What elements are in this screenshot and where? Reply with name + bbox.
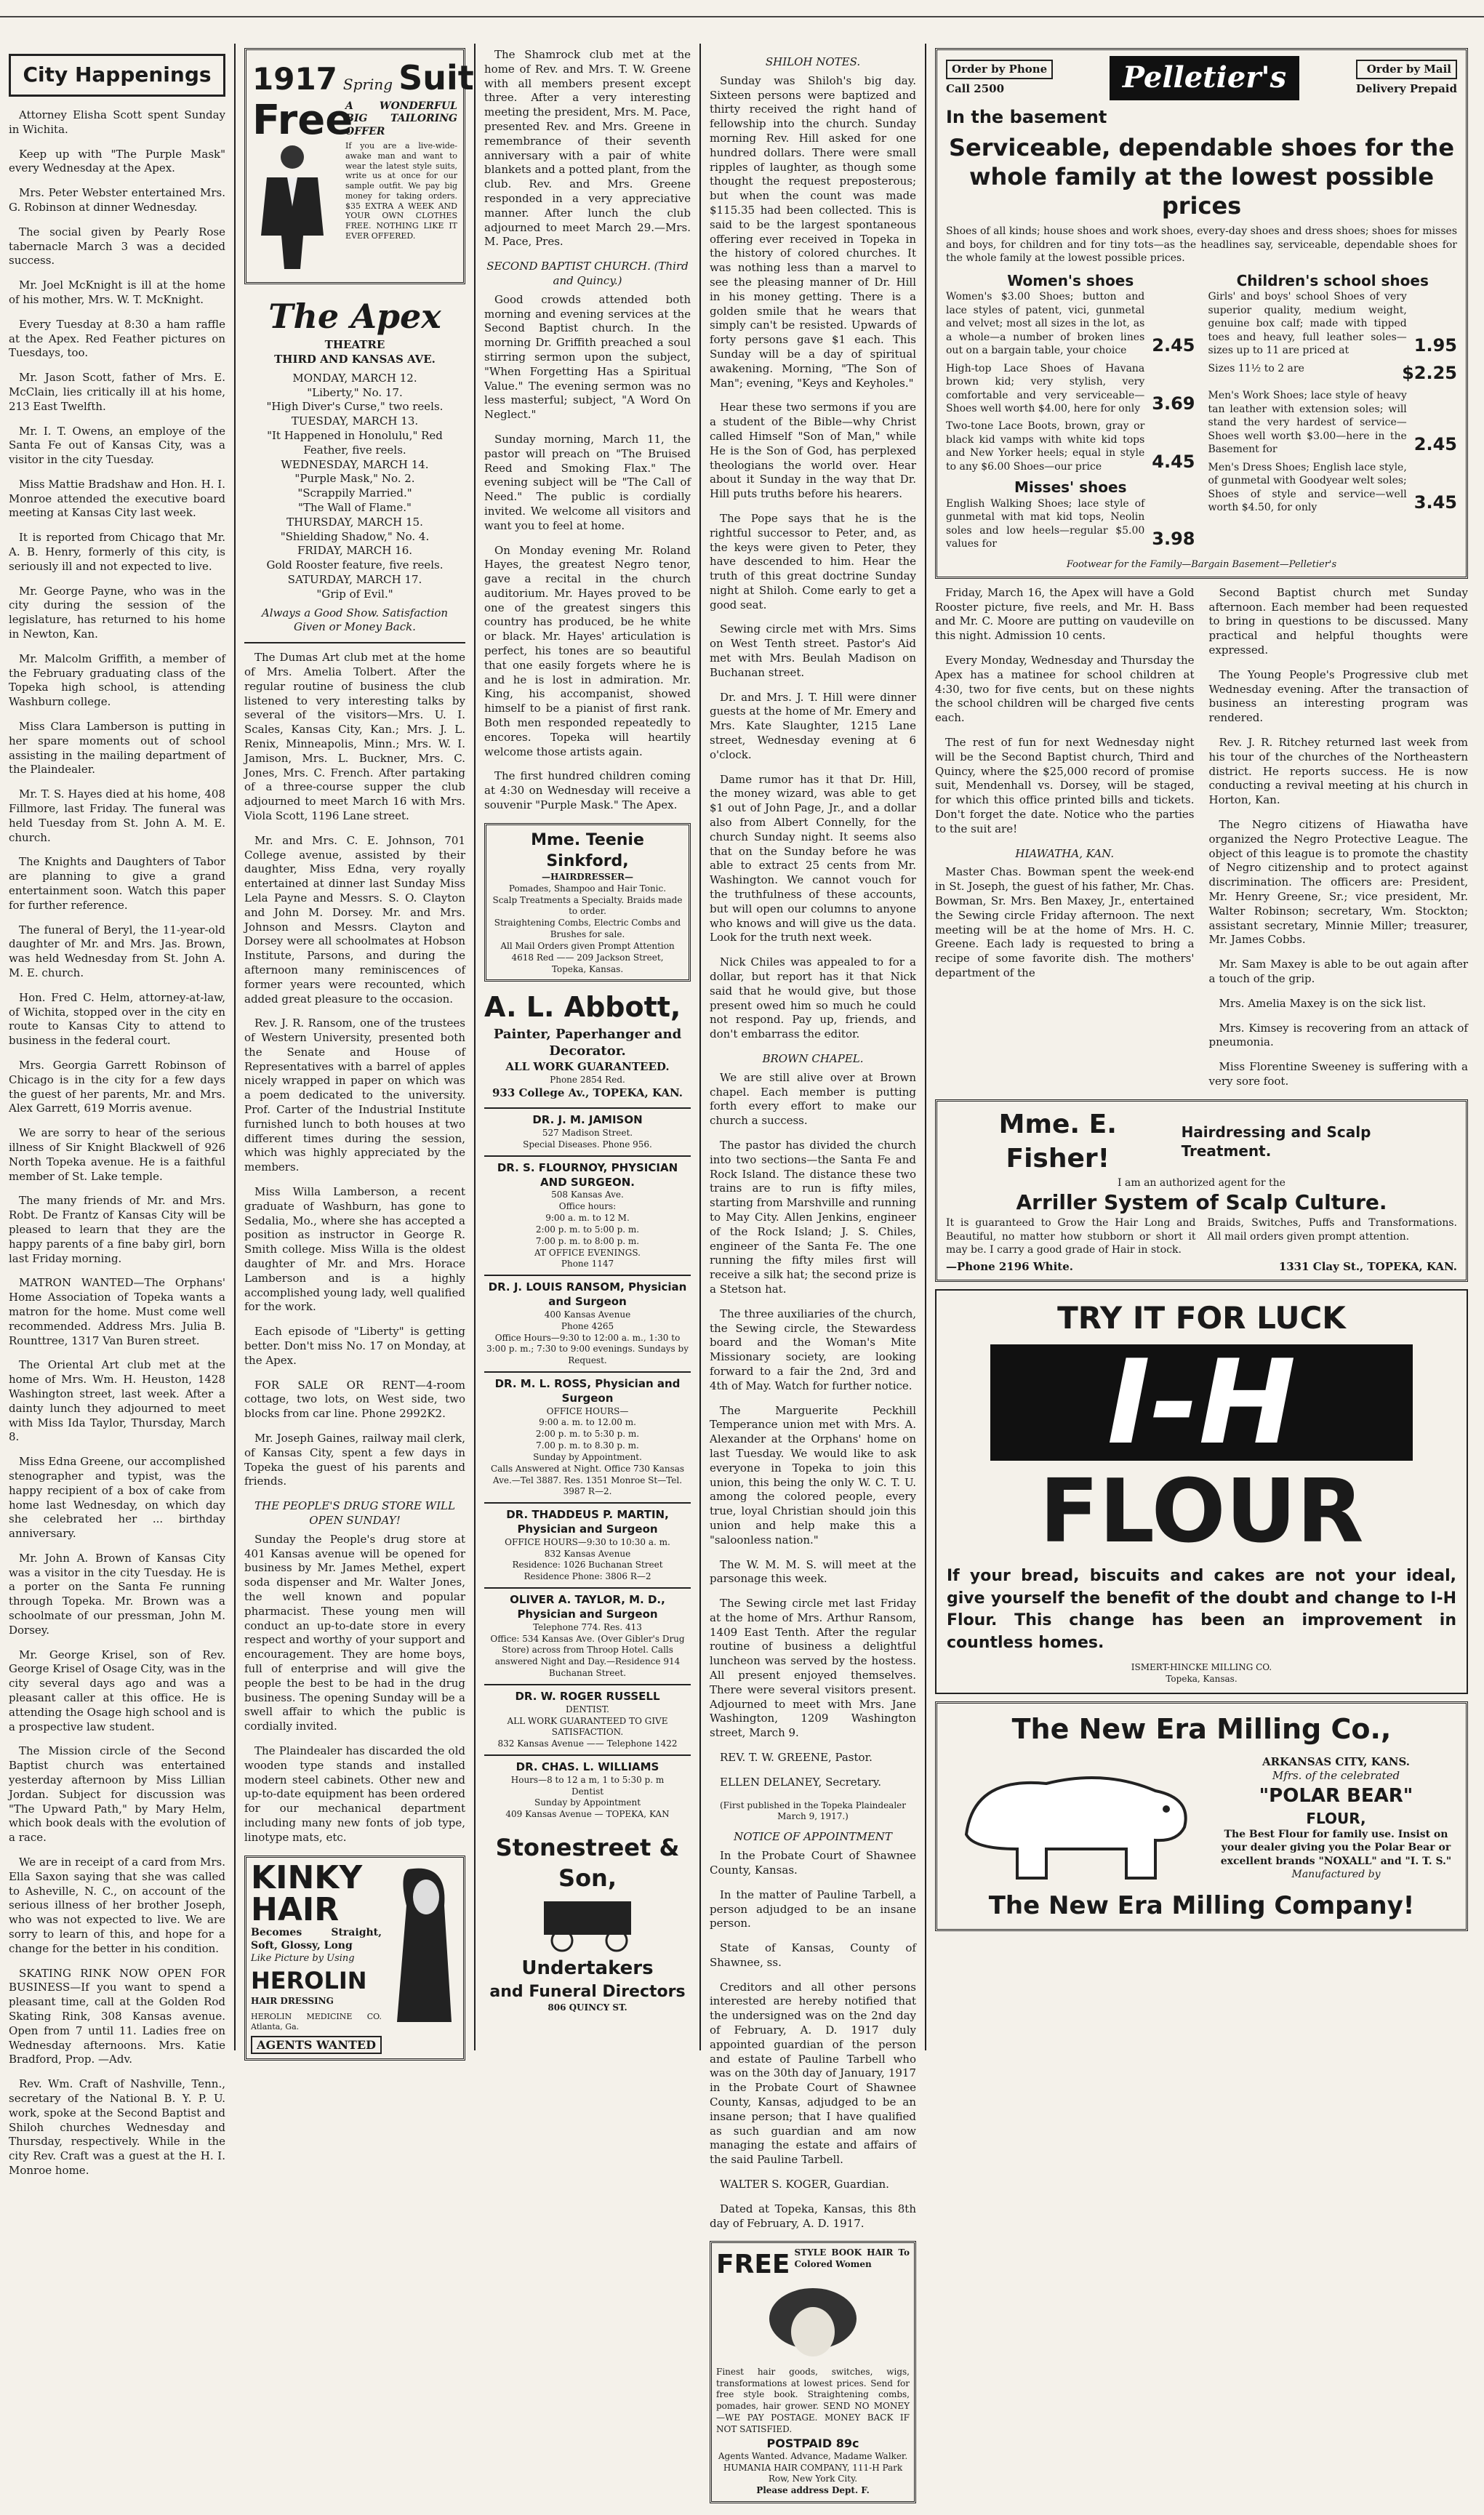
fisher-right: Braids, Switches, Puffs and Transformations. All mail orders given prompt attention. bbox=[1207, 1217, 1457, 1243]
abbott-line1: Painter, Paperhanger and Decorator. bbox=[493, 1026, 682, 1059]
news-item: Miss Florentine Sweeney is suffering with a very sore foot. bbox=[1208, 1060, 1468, 1088]
ih-city: Topeka, Kansas. bbox=[1166, 1673, 1238, 1684]
delivery-prepaid: Delivery Prepaid bbox=[1355, 82, 1457, 96]
news-item: Mr. Joseph Gaines, railway mail clerk, of Kansas City, spent a few days in Topeka the guest of his parents and friends. bbox=[244, 1432, 465, 1488]
apex-ad bbox=[244, 294, 465, 635]
schedule-line: "Purple Mask," No. 2. bbox=[294, 472, 415, 486]
card-line: 2:00 p. m. to 5:00 p. m. bbox=[535, 1224, 640, 1235]
new-era-ad bbox=[935, 1701, 1468, 1932]
misses-shoe-list bbox=[946, 497, 1195, 551]
women-shoe-list bbox=[946, 290, 1195, 473]
card-line: 409 Kansas Avenue — TOPEKA, KAN bbox=[505, 1809, 670, 1820]
news-item: Mr. George Payne, who was in the city during the session of the legislature, has returned to his home in Newton, Kan. bbox=[9, 584, 225, 641]
news-item: Mr. and Mrs. C. E. Johnson, 701 College avenue, assisted by their daughter, Miss Edna, very royally entertained at dinner last Sunday Miss Lela Payne and Messrs. S. O. Clayton and John M. Dorsey. Mr. and Mrs. Johnson and Messrs. Clayton and Dorsey were all schoolmates at Hobson Institute, Parsons, and during the afternoon many reminiscences of former years were recounted, which added great pleasure to the occasion. bbox=[244, 833, 465, 1006]
news-item: On Monday evening Mr. Roland Hayes, the greatest Negro tenor, gave a recital in the church auditorium. Mr. Hayes proved to be one of the greatest singers this country has produced, be he white or black. Mr. Hayes' articulation is perfect, his tones are so beautiful that one easily forgets where he is and he is lost in admiration. Mr. King, his accompanist, showed himself to be a pianist of first rank. Both men responded repeatedly to encores. Topeka will heartily welcome those artists again. bbox=[484, 543, 691, 758]
sinkford-lines bbox=[491, 883, 684, 976]
news-item: Mr. George Krisel, son of Rev. George Krisel of Osage City, was in the city several days ago and was a pleasant caller at this office. He is attending the Osage high school and is a prospective law student. bbox=[9, 1648, 225, 1733]
card-line: AT OFFICE EVENINGS. bbox=[534, 1247, 641, 1258]
hiawatha-heading: HIAWATHA, KAN. bbox=[1015, 846, 1115, 860]
card-line: 508 Kansas Ave. bbox=[551, 1190, 624, 1200]
news-item: We are still alive over at Brown chapel. Each member is putting forth every effort to make our church a success. bbox=[710, 1070, 916, 1128]
schedule-line: MONDAY, MARCH 12. bbox=[292, 371, 417, 385]
new-era-flour: FLOUR, bbox=[1306, 1809, 1366, 1827]
news-item: Hear these two sermons if you are a student of the Bible—why Christ called Himself "Son of Man," while He is the Son of God, has perplexed theologians the world over. Hear about it Sunday in the way that Dr. Hill puts truths before his hearers. bbox=[710, 401, 916, 501]
news-item: Second Baptist church met Sunday afternoon. Each member had been requested to bring in questions to be discussed. Many practical and helpful thoughts were expressed. bbox=[1208, 585, 1468, 657]
kinky-line2: Like Picture by Using bbox=[251, 1953, 355, 1965]
column-two bbox=[236, 44, 474, 2072]
shoe-description: Sizes 11½ to 2 are bbox=[1208, 362, 1304, 374]
news-item: Rev. J. R. Ransom, one of the trustees of Western University, presented both the Senate and House of Representatives with a barrel of apples nicely wrapped in paper on which was a poem dedicated to the university. Prof. Carter of the Industrial Institute furnished lunch to both houses at two different times during the session, which was highly appreciated by the members. bbox=[244, 1016, 465, 1174]
suit-year: 1917 bbox=[252, 61, 337, 97]
news-item: Sewing circle met with Mrs. Sims on West Tenth street. Pastor's Aid met with Mrs. Beulah Madison on Buchanan street. bbox=[710, 622, 916, 679]
card-line: 527 Madison Street. bbox=[542, 1128, 633, 1139]
shoe-item bbox=[1208, 290, 1458, 357]
apex-schedule bbox=[244, 372, 465, 602]
notice-heading: NOTICE OF APPOINTMENT bbox=[734, 1830, 892, 1844]
card-title: DR. M. L. ROSS, Physician and Surgeon bbox=[494, 1377, 681, 1405]
news-item: Master Chas. Bowman spent the week-end in St. Joseph, the guest of his father, Mr. Chas. Bowman, Sr. Mrs. Ben Maxey, Jr., entertained the Sewing circle Friday afternoon. The next meeting will be at the home of Mrs. H. C. Greene. Each lady is requested to bring a recipe of some favorite dish. The mothers' department of the bbox=[935, 865, 1195, 979]
shoe-description: English Walking Shoes; lace style of gunmetal with mat kid tops, Neolin soles and low heels—regular $5.00 values for bbox=[946, 497, 1145, 550]
top-torn-strip bbox=[0, 0, 1484, 17]
abbott-line2: ALL WORK GUARANTEED. bbox=[505, 1060, 670, 1074]
card-line: OFFICE HOURS— bbox=[546, 1405, 629, 1416]
new-era-line1: Mfrs. of the celebrated bbox=[1272, 1769, 1400, 1783]
sinkford-ad bbox=[484, 823, 691, 982]
professional-card bbox=[484, 1587, 691, 1684]
pelletier-intro: Shoes of all kinds; house shoes and work shoes, every-day shoes and dress shoes; shoes for misses and boys, for children and for tiny tots—as the headlines say, serviceable, dependable shoes for the whole family at the lowest possible prices. bbox=[946, 225, 1457, 265]
shoe-item bbox=[1208, 389, 1458, 456]
church-items bbox=[484, 293, 691, 813]
news-item: Mr. John A. Brown of Kansas City was a visitor in the city Tuesday. He is a porter on the Santa Fe running through Topeka. Mr. Brown was a schoolmate of our pressman, John M. Dorsey. bbox=[9, 1551, 225, 1637]
news-item: The social given by Pearly Rose tabernacle March 3 was a decided success. bbox=[9, 225, 225, 268]
hearse-illustration bbox=[484, 1894, 691, 1957]
stonestreet-address: 806 QUINCY ST. bbox=[548, 2002, 627, 2013]
notice-item: WALTER S. KOGER, Guardian. bbox=[720, 2178, 889, 2191]
schedule-line: "High Diver's Curse," two reels. bbox=[266, 400, 444, 414]
abbott-name: A. L. Abbott, bbox=[484, 991, 681, 1024]
style-book-title: STYLE BOOK HAIR To Colored Women bbox=[794, 2247, 910, 2270]
news-item: The Mission circle of the Second Baptist church was entertained yesterday afternoon by Miss Lillian Jordan. Subject for discussion was "The Upward Path," by Mary Helm, which book deals with the evolution of a race. bbox=[9, 1744, 225, 1845]
professional-card bbox=[484, 1275, 691, 1371]
ad-line: Pomades, Shampoo and Hair Tonic. bbox=[508, 883, 667, 894]
news-item: MATRON WANTED—The Orphans' Home Association of Topeka wants a matron for the home. Must come well recommended. Address Mrs. Julia B. Rounttree, 1317 Van Buren street. bbox=[9, 1276, 225, 1347]
news-item: The first hundred children coming at 4:30 on Wednesday will receive a souvenir "Purple Mask." The Apex. bbox=[484, 769, 691, 812]
column-three bbox=[476, 44, 699, 2018]
second-baptist-heading: SECOND BAPTIST CHURCH. (Third and Quincy.) bbox=[486, 260, 689, 287]
card-line: 400 Kansas Avenue bbox=[544, 1309, 631, 1320]
fisher-system: Arriller System of Scalp Culture. bbox=[1016, 1190, 1387, 1215]
news-item: Sunday the People's drug store at 401 Kansas avenue will be opened for business by Mr. James Methel, expert soda dispenser and Mr. Walter Jones, the well known and popular pharmacist. These young men will conduct an up-to-date store in every respect and worthy of your support and encouragement. They are home boys, full of enterprise and will give the people the best to be had in the drug business. The opening Sunday will be a swell affair to which the public is cordially invited. bbox=[244, 1532, 465, 1733]
shoe-price: 2.45 bbox=[1152, 334, 1195, 356]
style-book-body: Finest hair goods, switches, wigs, transformations at lowest prices. Send for free style book. Straightening combs, pomades, hair grower. SEND NO MONEY—WE PAY POSTAGE. MONEY BACK IF NOT SATISFIED. bbox=[716, 2366, 910, 2434]
news-item: Miss Mattie Bradshaw and Hon. H. I. Monroe attended the executive board meeting at Kansas City last week. bbox=[9, 477, 225, 520]
card-line: Office: 534 Kansas Ave. (Over Gibler's Drug Store) across from Throop Hotel. Calls answered Night and Day.—Residence 914 Buchanan Street. bbox=[490, 1633, 685, 1679]
pelletier-headline: Serviceable, dependable shoes for the whole family at the lowest possible prices bbox=[948, 134, 1455, 220]
news-item: Keep up with "The Purple Mask" every Wednesday at the Apex. bbox=[9, 147, 225, 175]
style-book-postpaid: POSTPAID 89c bbox=[766, 2436, 859, 2450]
news-item: Every Monday, Wednesday and Thursday the Apex has a matinee for school children at 4:30, two for five cents, but on these nights the school children will be charged five cents each. bbox=[935, 653, 1195, 725]
card-line: OFFICE HOURS—9:30 to 10:30 a. m. bbox=[505, 1536, 670, 1547]
fisher-agent: I am an authorized agent for the bbox=[1118, 1176, 1286, 1189]
notice-items bbox=[710, 1849, 916, 2231]
sinkford-name: Mme. Teenie Sinkford, bbox=[531, 830, 644, 870]
stonestreet-line2: and Funeral Directors bbox=[489, 1982, 686, 2001]
news-item: Hon. Fred C. Helm, attorney-at-law, of Wichita, stopped over in the city en route to Kansas City to attend to business in the federal court. bbox=[9, 990, 225, 1048]
news-item: Good crowds attended both morning and evening services at the Second Baptist church. In the morning Dr. Griffith preached a soul stirring sermon upon the subject, "When Forgetting Has a Spiritual Value." The evening sermon was no less masterful; subject, "A Word On Neglect." bbox=[484, 292, 691, 422]
card-title: DR. CHAS. L. WILLIAMS bbox=[516, 1760, 659, 1773]
card-title: DR. J. M. JAMISON bbox=[532, 1113, 643, 1127]
ih-body: If your bread, biscuits and cakes are not your ideal, give yourself the benefit of the doubt and change to I-H Flour. This change has been an improvement in countless homes. bbox=[947, 1566, 1456, 1653]
news-item: We are sorry to hear of the serious illness of Sir Knight Blackwell of 926 North Topeka avenue. He is a faithful member of St. Lake temple. bbox=[9, 1126, 225, 1183]
apex-address: THIRD AND KANSAS AVE. bbox=[274, 353, 436, 366]
kinky-hair-ad bbox=[244, 1856, 465, 2061]
new-era-title: The New Era Milling Co., bbox=[1011, 1712, 1392, 1745]
column-five bbox=[926, 44, 1484, 1943]
news-item: Each episode of "Liberty" is getting better. Don't miss No. 17 on Monday, at the Apex. bbox=[244, 1325, 465, 1367]
card-title: DR. W. ROGER RUSSELL bbox=[515, 1689, 660, 1703]
card-line: Office Hours—9:30 to 12:00 a. m., 1:30 to 3:00 p. m.; 7:30 to 9:00 evenings. Sundays by Request. bbox=[486, 1332, 689, 1366]
suit-tagline: A WONDERFUL BIG TAILORING OFFER bbox=[345, 100, 457, 137]
ad-line: 4618 Red —— 209 Jackson Street, bbox=[511, 952, 664, 963]
news-item: Nick Chiles was appealed to for a dollar, but report has it that Nick said that he would give, but those present owed him so much he could not respond. Pay up, friends, and don't embarrass the editor. bbox=[710, 955, 916, 1041]
news-item: Dame rumor has it that Dr. Hill, the money wizard, was able to get $1 out of John Page, Jr., and a dollar also from Albert Connelly, for the church Sunday night. It seems also that on the Sunday before he was able to extract 25 cents from Mr. Washington. We cannot vouch for the truthfulness of these accounts, but will open our columns to anyone who knows and will give us the data. Look for the truth next week. bbox=[710, 772, 916, 944]
suit-body: If you are a live-wide-awake man and want to wear the latest style suits, write us at once for our sample outfit. We pay big money for taking orders. $35 EXTRA A WEEK AND YOUR OWN CLOTHES FREE. NOTHING LIKE IT EVER OFFERED. bbox=[345, 141, 457, 241]
abbott-address: 933 College Av., TOPEKA, KAN. bbox=[492, 1086, 683, 1099]
kinky-title: KINKY HAIR bbox=[251, 1858, 363, 1928]
new-era-city: ARKANSAS CITY, KANS. bbox=[1262, 1754, 1411, 1768]
professional-card bbox=[484, 1502, 691, 1587]
news-item: Miss Willa Lamberson, a recent graduate of Washburn, has gone to Sedalia, Mo., where she has accepted a position as instructor in George R. Smith college. Miss Willa is the oldest daughter of Mr. and Mrs. Horace Lamberson and is a highly accomplished young lady, well qualified for the work. bbox=[244, 1185, 465, 1314]
shoe-price: $2.25 bbox=[1402, 362, 1457, 383]
news-item: Friday, March 16, the Apex will have a Gold Rooster picture, five reels, and Mr. H. Bass and Mr. C. Moore are putting on vaudeville on this night. Admission 10 cents. bbox=[935, 585, 1195, 643]
news-item: The Plaindealer has discarded the old wooden type stands and installed modern steel cabinets. Other new and up-to-date equipment has been ordered for our mechanical department including many new fonts of job type, linotype mats, etc. bbox=[244, 1744, 465, 1844]
card-title: DR. S. FLOURNOY, PHYSICIAN AND SURGEON. bbox=[497, 1160, 678, 1189]
news-item: Miss Clara Lamberson is putting in her spare moments out of school assisting in the mailing department of the Plaindealer. bbox=[9, 720, 225, 777]
shoe-item bbox=[946, 497, 1195, 551]
schedule-line: TUESDAY, MARCH 13. bbox=[291, 414, 419, 428]
card-line: 2:00 p. m. to 5:30 p. m. bbox=[535, 1429, 640, 1440]
news-item: The Negro citizens of Hiawatha have organized the Negro Protective League. The object of this league is to promote the chastity of Negro citizenship and to protect against discrimination. The officers are: President, Mr. Henry Greene, Sr.; vice president, Mr. Walter Robinson; secretary, Wm. Stockton; assistant secretary, Minnie Miller; treasurer, Mr. James Cobbs. bbox=[1208, 817, 1468, 947]
news-item: The rest of fun for next Wednesday night will be the Second Baptist church, Third and Quincy, where the $25,000 record of promise suit, Mendenhall vs. Dorsey, will be staged, for which this office printed bills and tickets. Don't forget the date. Notice who the parties to the suit are! bbox=[935, 735, 1195, 835]
fisher-phone: —Phone 2196 White. bbox=[946, 1259, 1073, 1273]
schedule-line: THURSDAY, MARCH 15. bbox=[286, 515, 423, 529]
news-item: Mrs. Amelia Maxey is on the sick list. bbox=[1219, 996, 1427, 1010]
news-item: Sunday morning, March 11, the pastor will preach on "The Bruised Reed and Smoking Flax." The evening subject will be "The Call of Need." The public is cordially invited. We welcome all visitors and want you to feel at home. bbox=[484, 432, 691, 532]
call-number: Call 2500 bbox=[946, 82, 1005, 96]
apex-news-items bbox=[935, 586, 1195, 837]
news-item: Rev. Wm. Craft of Nashville, Tenn., secretary of the National B. Y. P. U. work, spoke at the Second Baptist and Shiloh churches Wednesday and Thursday, respectively. While in the city Rev. Craft was a guest at the H. I. Monroe home. bbox=[9, 2077, 225, 2177]
shoe-description: High-top Lace Shoes of Havana brown kid; very stylish, very comfortable and very serviceable—Shoes well worth $4.00, here for only bbox=[946, 362, 1145, 415]
news-item: The Marguerite Peckhill Temperance union met with Mrs. A. Alexander at the Orphans' home on last Tuesday. We would like to ask everyone in Topeka to join this union, this being the only W. C. T. U. among the colored people, every true, loyal Christian should join this union and help make this a "saloonless nation." bbox=[710, 1403, 916, 1547]
news-item: Dr. and Mrs. J. T. Hill were dinner guests at the home of Mr. Emery and Mrs. Kate Slaughter, 1215 Lane street, Wednesday evening at 6 o'clock. bbox=[710, 690, 916, 761]
ad-line: Topeka, Kansas. bbox=[551, 963, 624, 974]
shiloh-items bbox=[710, 74, 916, 1042]
woman-portrait-illustration bbox=[386, 1862, 459, 2054]
drug-store-items bbox=[244, 1533, 465, 1845]
news-item: Mrs. Kimsey is recovering from an attack of pneumonia. bbox=[1208, 1021, 1468, 1049]
kinky-agents: AGENTS WANTED bbox=[251, 2036, 382, 2054]
news-item: FOR SALE OR RENT—4-room cottage, two lots, on West side, two blocks from car line. Phone 2992K2. bbox=[244, 1378, 465, 1421]
news-item: The Shamrock club met at the home of Rev. and Mrs. T. W. Greene with all members present except three. After a very interesting meeting the president, Mrs. M. Pace, presented Rev. and Mrs. Greene in remembrance of their seventh anniversary with a pair of white blankets and a potted plant, from the club. Rev. and Mrs. Greene responded in a very appreciative manner. After lunch the club adjourned to meet March 29.—Mrs. M. Pace, Pres. bbox=[484, 48, 691, 249]
schedule-line: "Scrappily Married." bbox=[297, 486, 412, 500]
order-by-phone: Order by Phone bbox=[946, 60, 1053, 80]
free-word: FREE bbox=[716, 2250, 790, 2280]
sinkford-trade: —HAIRDRESSER— bbox=[542, 871, 633, 882]
news-item: Sunday was Shiloh's big day. Sixteen persons were baptized and thirty received the right hand of fellowship into the church. Sunday morning Rev. Hill asked for one hundred dollars. There were small ripples of laughter, as though some thought the request preposterous; but when the count was made $115.35 had been collected. This is said to be the largest spontaneous offering ever received in Topeka in the history of colored churches. It was nothing less than a marvel to see the pleasing manner of Dr. Hill in his money getting. There is a golden smile that he wears that simply can't be resisted. Upwards of forty persons gave $1 each. This Sunday will be a day of spiritual awakening. Morning, "The Son of Man"; evening, "Keys and Keyholes." bbox=[710, 73, 916, 390]
fisher-left: It is guaranteed to Grow the Hair Long and Beautiful, no matter how stubborn or short it may be. I carry a good grade of Hair in stock. bbox=[946, 1217, 1196, 1256]
card-line: 832 Kansas Avenue —— Telephone 1422 bbox=[497, 1738, 678, 1749]
schedule-line: "Liberty," No. 17. bbox=[307, 385, 403, 399]
new-era-made: Manufactured by bbox=[1291, 1869, 1381, 1881]
shoe-price: 3.45 bbox=[1413, 492, 1457, 513]
stonestreet-line1: Undertakers bbox=[521, 1957, 654, 1980]
fisher-ad bbox=[935, 1099, 1468, 1283]
shoe-description: Girls' and boys' school Shoes of very superior quality, medium weight, genuine box calf; made with tipped toes and heavy, full leather soles—sizes up to 11 are priced at bbox=[1208, 291, 1407, 357]
card-line: Sunday by Appointment. bbox=[533, 1451, 642, 1462]
free-style-book-ad bbox=[710, 2241, 916, 2503]
professional-card bbox=[484, 1684, 691, 1754]
fisher-trade: Hairdressing and Scalp Treatment. bbox=[1181, 1123, 1371, 1160]
ad-line: Scalp Treatments a Specialty. Braids made to order. bbox=[492, 894, 683, 917]
news-items bbox=[484, 48, 691, 249]
style-book-dept: Please address Dept. F. bbox=[756, 2485, 870, 2496]
professional-card bbox=[484, 1754, 691, 1825]
news-item: REV. T. W. GREENE, Pastor. bbox=[720, 1751, 873, 1765]
news-item: The Knights and Daughters of Tabor are planning to give a grand entertainment soon. Watch this paper for further reference. bbox=[9, 855, 225, 912]
professional-card bbox=[484, 1155, 691, 1275]
notice-item: Dated at Topeka, Kansas, this 8th day of February, A. D. 1917. bbox=[710, 2202, 916, 2230]
news-item: We are in receipt of a card from Mrs. Ella Saxon saying that she was called to Asheville, N. C., on account of the serious illness of her brother Joseph, who was not expected to live. We are sorry to learn of this, and hope for a change for the better in his condition. bbox=[9, 1856, 225, 1955]
card-line: 9:00 a. m. to 12.00 m. bbox=[539, 1417, 636, 1428]
card-line: Calls Answered at Night. Office 730 Kansas Ave.—Tel 3887. Res. 1351 Monroe St—Tel. 3987 R—2. bbox=[490, 1463, 685, 1497]
schedule-line: FRIDAY, MARCH 16. bbox=[297, 544, 413, 558]
apex-logo: The Apex bbox=[268, 296, 441, 336]
news-item: Mrs. Peter Webster entertained Mrs. G. Robinson at dinner Wednesday. bbox=[9, 186, 225, 214]
schedule-line: "Shielding Shadow," No. 4. bbox=[280, 529, 430, 543]
ih-logo: I-H bbox=[990, 1344, 1413, 1461]
shoe-description: Men's Dress Shoes; English lace style, of gunmetal with Goodyear welt soles; Shoes of style and service—well worth $4.50, for only bbox=[1208, 461, 1407, 514]
news-item: The Dumas Art club met at the home of Mrs. Amelia Tolbert. After the regular routine of business the club listened to very interesting talks by several of the visitors—Mrs. U. I. Scales, Kansas City, Kan.; Mrs. J. L. Renix, Minneapolis, Minn.; Mrs. W. I. Jamison, Mrs. L. Buckner, Mrs. C. Jones, Mrs. C. French. After partaking of a three-course supper the club adjourned to meet March 16 with Mrs. Viola Scott, 1196 Lane street. bbox=[244, 651, 465, 822]
kinky-maker: HEROLIN MEDICINE CO. Atlanta, Ga. bbox=[251, 2011, 382, 2032]
news-item: ELLEN DELANEY, Secretary. bbox=[720, 1775, 882, 1789]
card-line: ALL WORK GUARANTEED TO GIVE SATISFACTION. bbox=[507, 1715, 668, 1738]
kinky-sub: HAIR DRESSING bbox=[251, 1995, 334, 2006]
news-item: The Sewing circle met last Friday at the home of Mrs. Arthur Ransom, 1409 East Tenth. After the regular routine of business a delightful luncheon was served by the hostess. All present enjoyed themselves. There were several visitors present. Adjourned to meet with Mrs. Jane Washington, 1209 Washington street, March 9. bbox=[710, 1597, 916, 1740]
ad-line: All Mail Orders given Prompt Attention bbox=[500, 940, 675, 951]
card-line: Dentist bbox=[571, 1786, 604, 1797]
card-line: Phone 4265 bbox=[561, 1320, 614, 1331]
pelletier-ad bbox=[935, 48, 1468, 579]
kinky-brand: HEROLIN bbox=[251, 1966, 367, 1994]
professional-card bbox=[484, 1107, 691, 1155]
news-item: SKATING RINK NOW OPEN FOR BUSINESS—If you want to spend a pleasant time, call at the Golden Rod Skating Rink, 308 Kansas avenue. Open from 7 until 11. Ladies free on Wednesday afternoons. Mrs. Katie Bradford, Prop. —Adv. bbox=[9, 1966, 225, 2066]
notice-publication: (First published in the Topeka Plaindealer March 9, 1917.) bbox=[719, 1800, 907, 1822]
abbott-line3: Phone 2854 Red. bbox=[550, 1074, 625, 1085]
shiloh-heading: SHILOH NOTES. bbox=[765, 55, 861, 68]
schedule-line: WEDNESDAY, MARCH 14. bbox=[281, 457, 429, 471]
news-item: The many friends of Mr. and Mrs. Robt. De Frantz of Kansas City will be pleased to learn that they are the happy parents of a fine baby girl, born last Friday morning. bbox=[9, 1194, 225, 1265]
ih-mill: ISMERT-HINCKE MILLING CO. bbox=[1131, 1661, 1272, 1672]
schedule-line: Gold Rooster feature, five reels. bbox=[266, 558, 444, 572]
suit-ad bbox=[244, 48, 474, 284]
misses-heading: Misses' shoes bbox=[1014, 478, 1127, 497]
brown-chapel-heading: BROWN CHAPEL. bbox=[762, 1052, 864, 1065]
card-line: Hours—8 to 12 a m, 1 to 5:30 p. m bbox=[510, 1774, 665, 1785]
ih-flour: FLOUR bbox=[1039, 1461, 1364, 1563]
hiawatha-items bbox=[935, 865, 1195, 980]
card-line: Phone 1147 bbox=[561, 1259, 614, 1269]
pelletier-logo: Pelletier's bbox=[1110, 56, 1299, 100]
news-item: The funeral of Beryl, the 11-year-old daughter of Mr. and Mrs. Jas. Brown, was held Wednesday from St. John A. M. E. church. bbox=[9, 923, 225, 979]
news-item: Every Tuesday at 8:30 a ham raffle at the Apex. Red Feather pictures on Tuesdays, too. bbox=[9, 317, 225, 360]
ad-line: Straightening Combs, Electric Combs and Brushes for sale. bbox=[494, 918, 681, 940]
news-item: It is reported from Chicago that Mr. A. B. Henry, formerly of this city, is seriously ill and not expected to live. bbox=[9, 531, 225, 573]
card-line: Office hours: bbox=[558, 1201, 617, 1212]
hiawatha-continued-items bbox=[1209, 586, 1469, 1089]
notice-item: State of Kansas, County of Shawnee, ss. bbox=[710, 1941, 916, 1969]
card-line: 832 Kansas Avenue bbox=[544, 1548, 631, 1559]
fisher-address: 1331 Clay St., TOPEKA, KAN. bbox=[1278, 1259, 1457, 1273]
notice-item: Creditors and all other persons interested are hereby notified that the undersigned was on the 2nd day of February, A. D. 1917 duly appointed guardian of the person and estate of Pauline Tarbell who was on the 30th day of January, 1917 in the Probate Court of Shawnee County, Kansas, adjudged to be an insane person; that I have qualified as such guardian and am now managing the estate and affairs of the said Pauline Tarbell. bbox=[710, 1980, 916, 2167]
shoe-item bbox=[946, 362, 1195, 416]
drug-store-heading: THE PEOPLE'S DRUG STORE WILL OPEN SUNDAY! bbox=[254, 1499, 455, 1527]
news-item: Mr. I. T. Owens, an employe of the Santa Fe out of Kansas City, was a visitor in the city Tuesday. bbox=[9, 424, 225, 467]
news-items bbox=[9, 108, 225, 2178]
apex-motto: Always a Good Show. Satisfaction Given or Money Back. bbox=[261, 606, 449, 634]
news-item: Mr. Jason Scott, father of Mrs. E. McClain, lies critically ill at his home, 213 East Twelfth. bbox=[9, 371, 225, 413]
schedule-line: "The Wall of Flame." bbox=[298, 501, 412, 514]
stonestreet-ad bbox=[484, 1832, 691, 2013]
news-item: Attorney Elisha Scott spent Sunday in Wichita. bbox=[9, 108, 225, 136]
shoe-price: 1.95 bbox=[1413, 334, 1457, 356]
ih-flour-ad bbox=[935, 1289, 1468, 1693]
news-item: Rev. J. R. Ritchey returned last week from his tour of the churches of the Northeastern district. He reports success. He is now conducting a revival meeting at his church in Horton, Kan. bbox=[1208, 735, 1468, 807]
suit-man-illustration bbox=[252, 141, 340, 276]
column-city-happenings bbox=[0, 44, 234, 2193]
news-item: The W. M. M. S. will meet at the parsonage this week. bbox=[710, 1557, 916, 1586]
shoe-item bbox=[946, 420, 1195, 473]
card-line: DENTIST. bbox=[566, 1704, 609, 1714]
shoe-description: Two-tone Lace Boots, brown, gray or black kid vamps with white kid tops and New Yorker heels; equal in style to any $6.00 Shoes—our price bbox=[946, 420, 1145, 473]
news-item: The pastor has divided the church into two sections—the Santa Fe and Rock Island. The distance these two trains are to run is fifty miles, starting from Marshville and running to May City. Allen Jenkins, engineer of the Rock Island; J. S. Chiles, engineer of the Santa Fe. The one running the fifty miles first will receive a silk hat; the second prize is a Stetson hat. bbox=[710, 1138, 916, 1296]
section-heading: City Happenings bbox=[9, 54, 225, 97]
card-line: 7.00 p. m. to 8.30 p. m. bbox=[536, 1440, 639, 1451]
basement-heading: In the basement bbox=[946, 106, 1107, 127]
professional-cards bbox=[484, 1107, 691, 1825]
brown-chapel-items bbox=[710, 1071, 916, 1790]
new-era-footer: The New Era Milling Company! bbox=[988, 1890, 1415, 1920]
card-title: DR. THADDEUS P. MARTIN, Physician and Surgeon bbox=[506, 1508, 669, 1536]
news-item: Mr. Sam Maxey is able to be out again after a touch of the grip. bbox=[1208, 958, 1468, 985]
card-line: Sunday by Appointment bbox=[534, 1797, 641, 1808]
schedule-line: "Grip of Evil." bbox=[316, 587, 393, 601]
pelletier-footer: Footwear for the Family—Bargain Basement—Pelletier's bbox=[1066, 558, 1337, 570]
abbott-ad bbox=[484, 989, 691, 1100]
suit-free: Free bbox=[252, 96, 353, 144]
shoe-item bbox=[946, 290, 1195, 357]
shoe-price: 3.69 bbox=[1152, 393, 1195, 414]
news-item: The three auxiliaries of the church, the Sewing circle, the Stewardess board and the Woman's Mite Missionary society, are looking forward to a fair the 2nd, 3rd and 4th of May. Watch for further notice. bbox=[710, 1307, 916, 1392]
new-era-body: The Best Flour for family use. Insist on your dealer giving you the Polar Bear or excellent brands "NOXALL" and "I. T. S." bbox=[1220, 1828, 1452, 1867]
children-shoe-list bbox=[1208, 290, 1458, 514]
news-item: The Young People's Progressive club met Wednesday evening. After the transaction of business an interesting program was rendered. bbox=[1208, 667, 1468, 725]
card-line: Residence Phone: 3806 R—2 bbox=[524, 1571, 651, 1582]
suit-spring: Spring bbox=[342, 76, 393, 93]
notice-item: In the Probate Court of Shawnee County, Kansas. bbox=[710, 1849, 916, 1877]
order-by-mail: Order by Mail bbox=[1356, 60, 1457, 80]
ih-try: TRY IT FOR LUCK bbox=[1057, 1300, 1346, 1336]
style-book-footer: Agents Wanted. Advance, Madame Walker. HUMANIA HAIR COMPANY, 111-H Park Row, New York City. bbox=[718, 2450, 908, 2484]
shoe-price: 4.45 bbox=[1152, 451, 1195, 472]
women-heading: Women's shoes bbox=[1007, 271, 1134, 289]
polar-bear-illustration bbox=[944, 1747, 1206, 1890]
stonestreet-name: Stonestreet & Son, bbox=[495, 1834, 680, 1893]
schedule-line: SATURDAY, MARCH 17. bbox=[287, 572, 422, 586]
fisher-name: Mme. E. Fisher! bbox=[998, 1109, 1117, 1174]
news-item: Miss Edna Greene, our accomplished stenographer and typist, was the happy recipient of a box of cake from home last Wednesday, on which day she celebrated her ... birthday anniversary. bbox=[9, 1455, 225, 1541]
news-item: Mrs. Georgia Garrett Robinson of Chicago is in the city for a few days the guest of her parents, Mr. and Mrs. Alex Garrett, 619 Morris avenue. bbox=[9, 1058, 225, 1115]
notice-item: In the matter of Pauline Tarbell, a person adjudged to be an insane person. bbox=[710, 1888, 916, 1930]
news-item: The Pope says that he is the rightful successor to Peter, and, as the keys were given to Peter, they have descended to him. Hear the truth of this great doctrine Sunday night at Shiloh. Come early to get a good seat. bbox=[710, 511, 916, 611]
column-four bbox=[701, 44, 925, 2515]
professional-card bbox=[484, 1371, 691, 1502]
card-title: DR. J. LOUIS RANSOM, Physician and Surgeon bbox=[488, 1280, 687, 1309]
news-item: Mr. T. S. Hayes died at his home, 408 Fillmore, last Friday. The funeral was held Tuesday from St. John A. M. E. church. bbox=[9, 787, 225, 844]
news-item: Mr. Malcolm Griffith, a member of the February graduating class of the Topeka high school, is attending Washburn college. bbox=[9, 651, 225, 709]
hairstyle-illustration bbox=[716, 2282, 910, 2367]
suit-word: Suit bbox=[398, 58, 474, 97]
kinky-line1: Becomes Straight, Soft, Glossy, Long bbox=[251, 1926, 382, 1952]
news-items bbox=[244, 651, 465, 1489]
card-line: Residence: 1026 Buchanan Street bbox=[512, 1560, 663, 1571]
news-item: Mr. Joel McKnight is ill at the home of his mother, Mrs. W. T. McKnight. bbox=[9, 278, 225, 306]
children-heading: Children's school shoes bbox=[1236, 271, 1429, 289]
shoe-description: Men's Work Shoes; lace style of heavy tan leather with extension soles; will stand the very hardest of service—Shoes well worth $3.00—here in the Basement for bbox=[1208, 390, 1407, 456]
apex-theatre: THEATRE bbox=[324, 338, 385, 352]
card-title: OLIVER A. TAYLOR, M. D., Physician and Surgeon bbox=[510, 1593, 665, 1621]
news-item: The Oriental Art club met at the home of Mrs. Wm. H. Heuston, 1428 Washington street, last week. After a dainty lunch they adjourned to meet with Miss Ida Taylor, Thursday, March 8. bbox=[9, 1358, 225, 1444]
card-line: 7:00 p. m. to 8:00 p. m. bbox=[535, 1235, 640, 1246]
new-era-brand: "POLAR BEAR" bbox=[1259, 1785, 1413, 1808]
schedule-line: "It Happened in Honolulu," Red Feather, five reels. bbox=[267, 429, 443, 457]
shoe-price: 2.45 bbox=[1413, 433, 1457, 454]
card-line: Special Diseases. Phone 956. bbox=[523, 1139, 652, 1150]
shoe-price: 3.98 bbox=[1152, 528, 1195, 549]
card-line: Telephone 774. Res. 413 bbox=[533, 1621, 642, 1632]
card-line: 9:00 a. m. to 12 M. bbox=[545, 1213, 630, 1224]
shoe-item bbox=[1208, 461, 1458, 515]
shoe-description: Women's $3.00 Shoes; button and lace styles of patent, vici, gunmetal and velvet; most all sizes in the lot, as a whole—a number of broken lines out on a bargain table, your choice bbox=[946, 291, 1145, 357]
shoe-item bbox=[1208, 362, 1458, 385]
